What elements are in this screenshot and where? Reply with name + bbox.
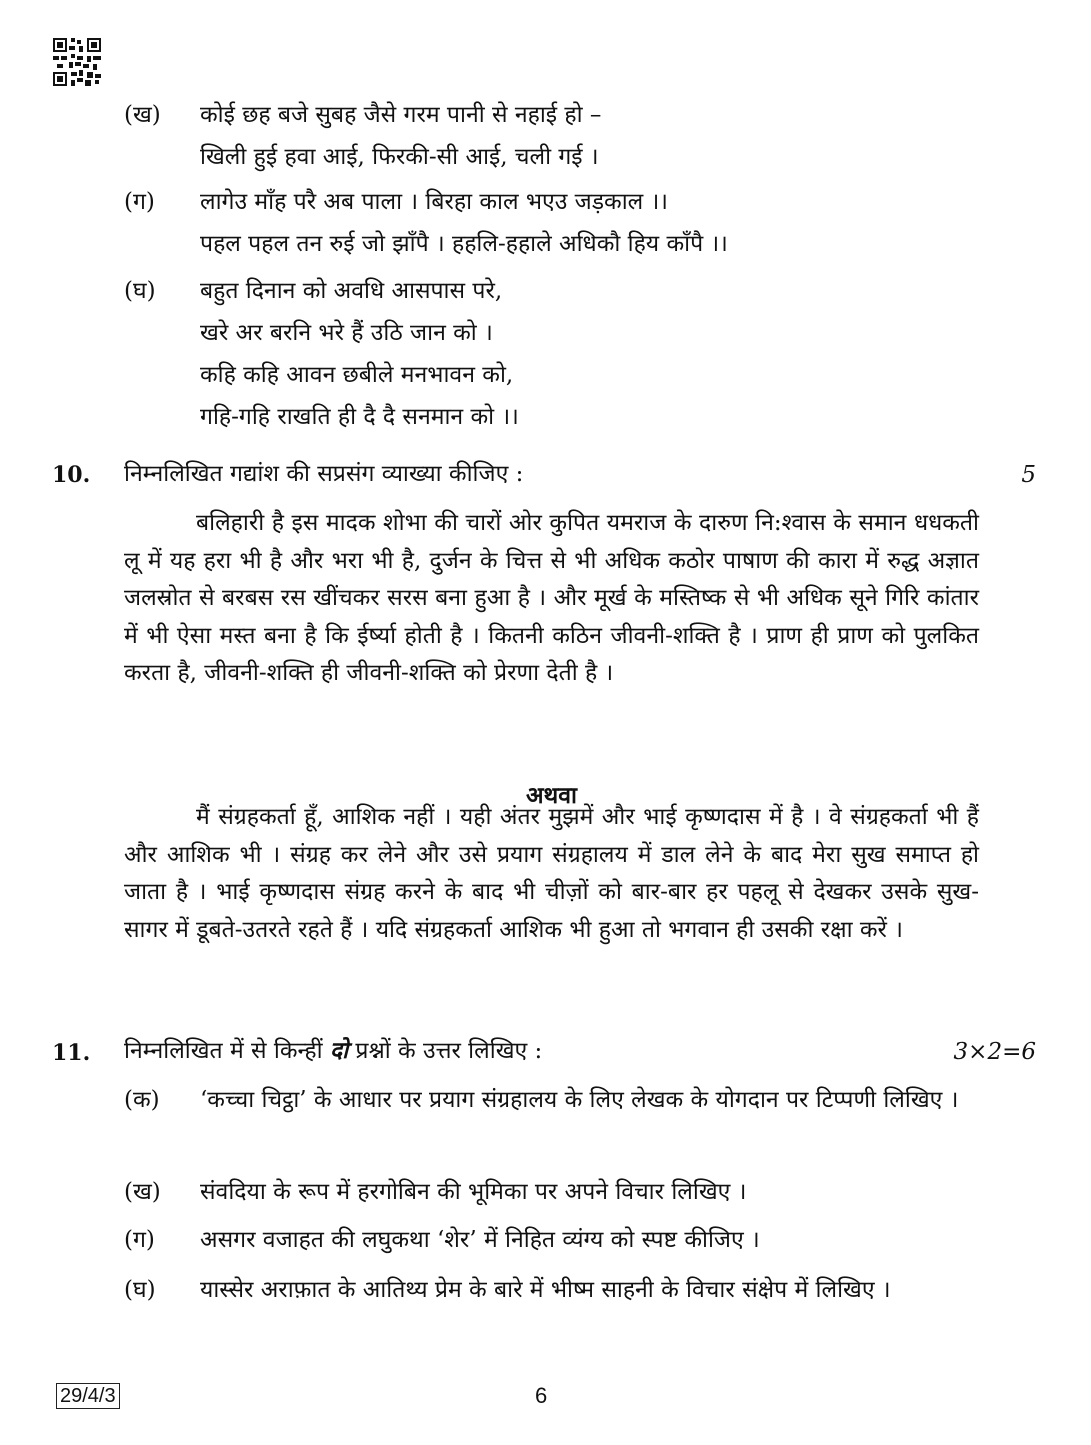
option-label-kha: (ख) <box>124 1179 161 1205</box>
verse-line: लागेउ माँह परै अब पाला । बिरहा काल भएउ जड़काल ।। <box>200 189 668 215</box>
question-item: ‘कच्चा चिट्ठा’ के आधार पर प्रयाग संग्रहालय के लिए लेखक के योगदान पर टिप्पणी लिखिए । <box>200 1087 959 1113</box>
verse-line: कहि कहि आवन छबीले मनभावन को, <box>200 362 514 388</box>
option-label-gha: (घ) <box>124 1277 156 1303</box>
option-label-kha: (ख) <box>124 102 161 128</box>
question-item: यास्सेर अराफ़ात के आतिथ्य प्रेम के बारे में भीष्म साहनी के विचार संक्षेप में लिखिए । <box>200 1277 891 1303</box>
page-number: 6 <box>535 1383 548 1408</box>
option-label-gha: (घ) <box>124 278 156 304</box>
verse-line: खिली हुई हवा आई, फिरकी-सी आई, चली गई । <box>200 144 599 170</box>
option-label-ka: (क) <box>124 1087 160 1113</box>
verse-line: गहि-गहि राखति ही दै दै सनमान को ।। <box>200 404 519 430</box>
option-label-ga: (ग) <box>124 189 155 215</box>
passage-paragraph: मैं संग्रहकर्ता हूँ, आशिक नहीं । यही अंतर मुझमें और भाई कृष्णदास में है । वे संग्रहकर्ता भी हैं और आशिक भी । संग्रह कर लेने और उसे प्रयाग संग्रहालय में डाल लेने के बाद मेरा सुख समाप्त हो जाता है । भाई कृष्णदास संग्रह करने के बाद भी चीज़ों को बार-बार हर पहलू से देखकर उसके सुख-सागर में डूबते-उतरते रहते हैं । यदि संग्रहकर्ता आशिक भी हुआ तो भगवान ही उसकी रक्षा करें । <box>124 804 979 943</box>
question-marks: 5 <box>1021 462 1036 488</box>
verse-line: कोई छह बजे सुबह जैसे गरम पानी से नहाई हो – <box>200 102 602 128</box>
qr-code-icon <box>53 38 101 86</box>
prompt-text: प्रश्नों के उत्तर लिखिए : <box>348 1038 543 1064</box>
question-number: 11. <box>52 1040 91 1066</box>
question-item: असगर वजाहत की लघुकथा ‘शेर’ में निहित व्यंग्य को स्पष्ट कीजिए । <box>200 1227 760 1253</box>
verse-line: पहल पहल तन रुई जो झाँपै । हहलि-हहाले अधिकौ हिय काँपै ।। <box>200 231 728 257</box>
question-marks: 3×2=6 <box>953 1039 1036 1065</box>
paper-code <box>56 1383 120 1409</box>
question-prompt <box>124 1029 542 1073</box>
question-item: संवदिया के रूप में हरगोबिन की भूमिका पर अपने विचार लिखिए । <box>200 1179 747 1205</box>
or-heading: अथवा <box>525 782 577 809</box>
paper-code-text: 29/4/3 <box>60 1385 116 1407</box>
verse-line: खरे अर बरनि भरे हैं उठि जान को । <box>200 320 493 346</box>
prompt-text: निम्नलिखित में से किन्हीं <box>124 1038 330 1064</box>
option-label-ga: (ग) <box>124 1227 155 1253</box>
question-number: 10. <box>52 462 91 488</box>
passage-paragraph: बलिहारी है इस मादक शोभा की चारों ओर कुपित यमराज के दारुण नि:श्वास के समान धधकती लू में यह हरा भी है और भरा भी है, दुर्जन के चित्त से भी अधिक कठोर पाषाण की कारा में रुद्ध अज्ञात जलस्रोत से बरबस रस खींचकर सरस बना हुआ है । और मूर्ख के मस्तिष्क से भी अधिक सूने गिरि कांतार में भी ऐसा मस्त बना है कि ईर्ष्या होती है । कितनी कठिन जीवनी-शक्ति है । प्राण ही प्राण को पुलकित करता है, जीवनी-शक्ति ही जीवनी-शक्ति को प्रेरणा देती है । <box>124 510 979 686</box>
prompt-emphasis: दो <box>329 1037 349 1064</box>
verse-line: बहुत दिनान को अवधि आसपास परे, <box>200 278 503 304</box>
question-prompt: निम्नलिखित गद्यांश की सप्रसंग व्याख्या कीजिए : <box>124 461 524 487</box>
